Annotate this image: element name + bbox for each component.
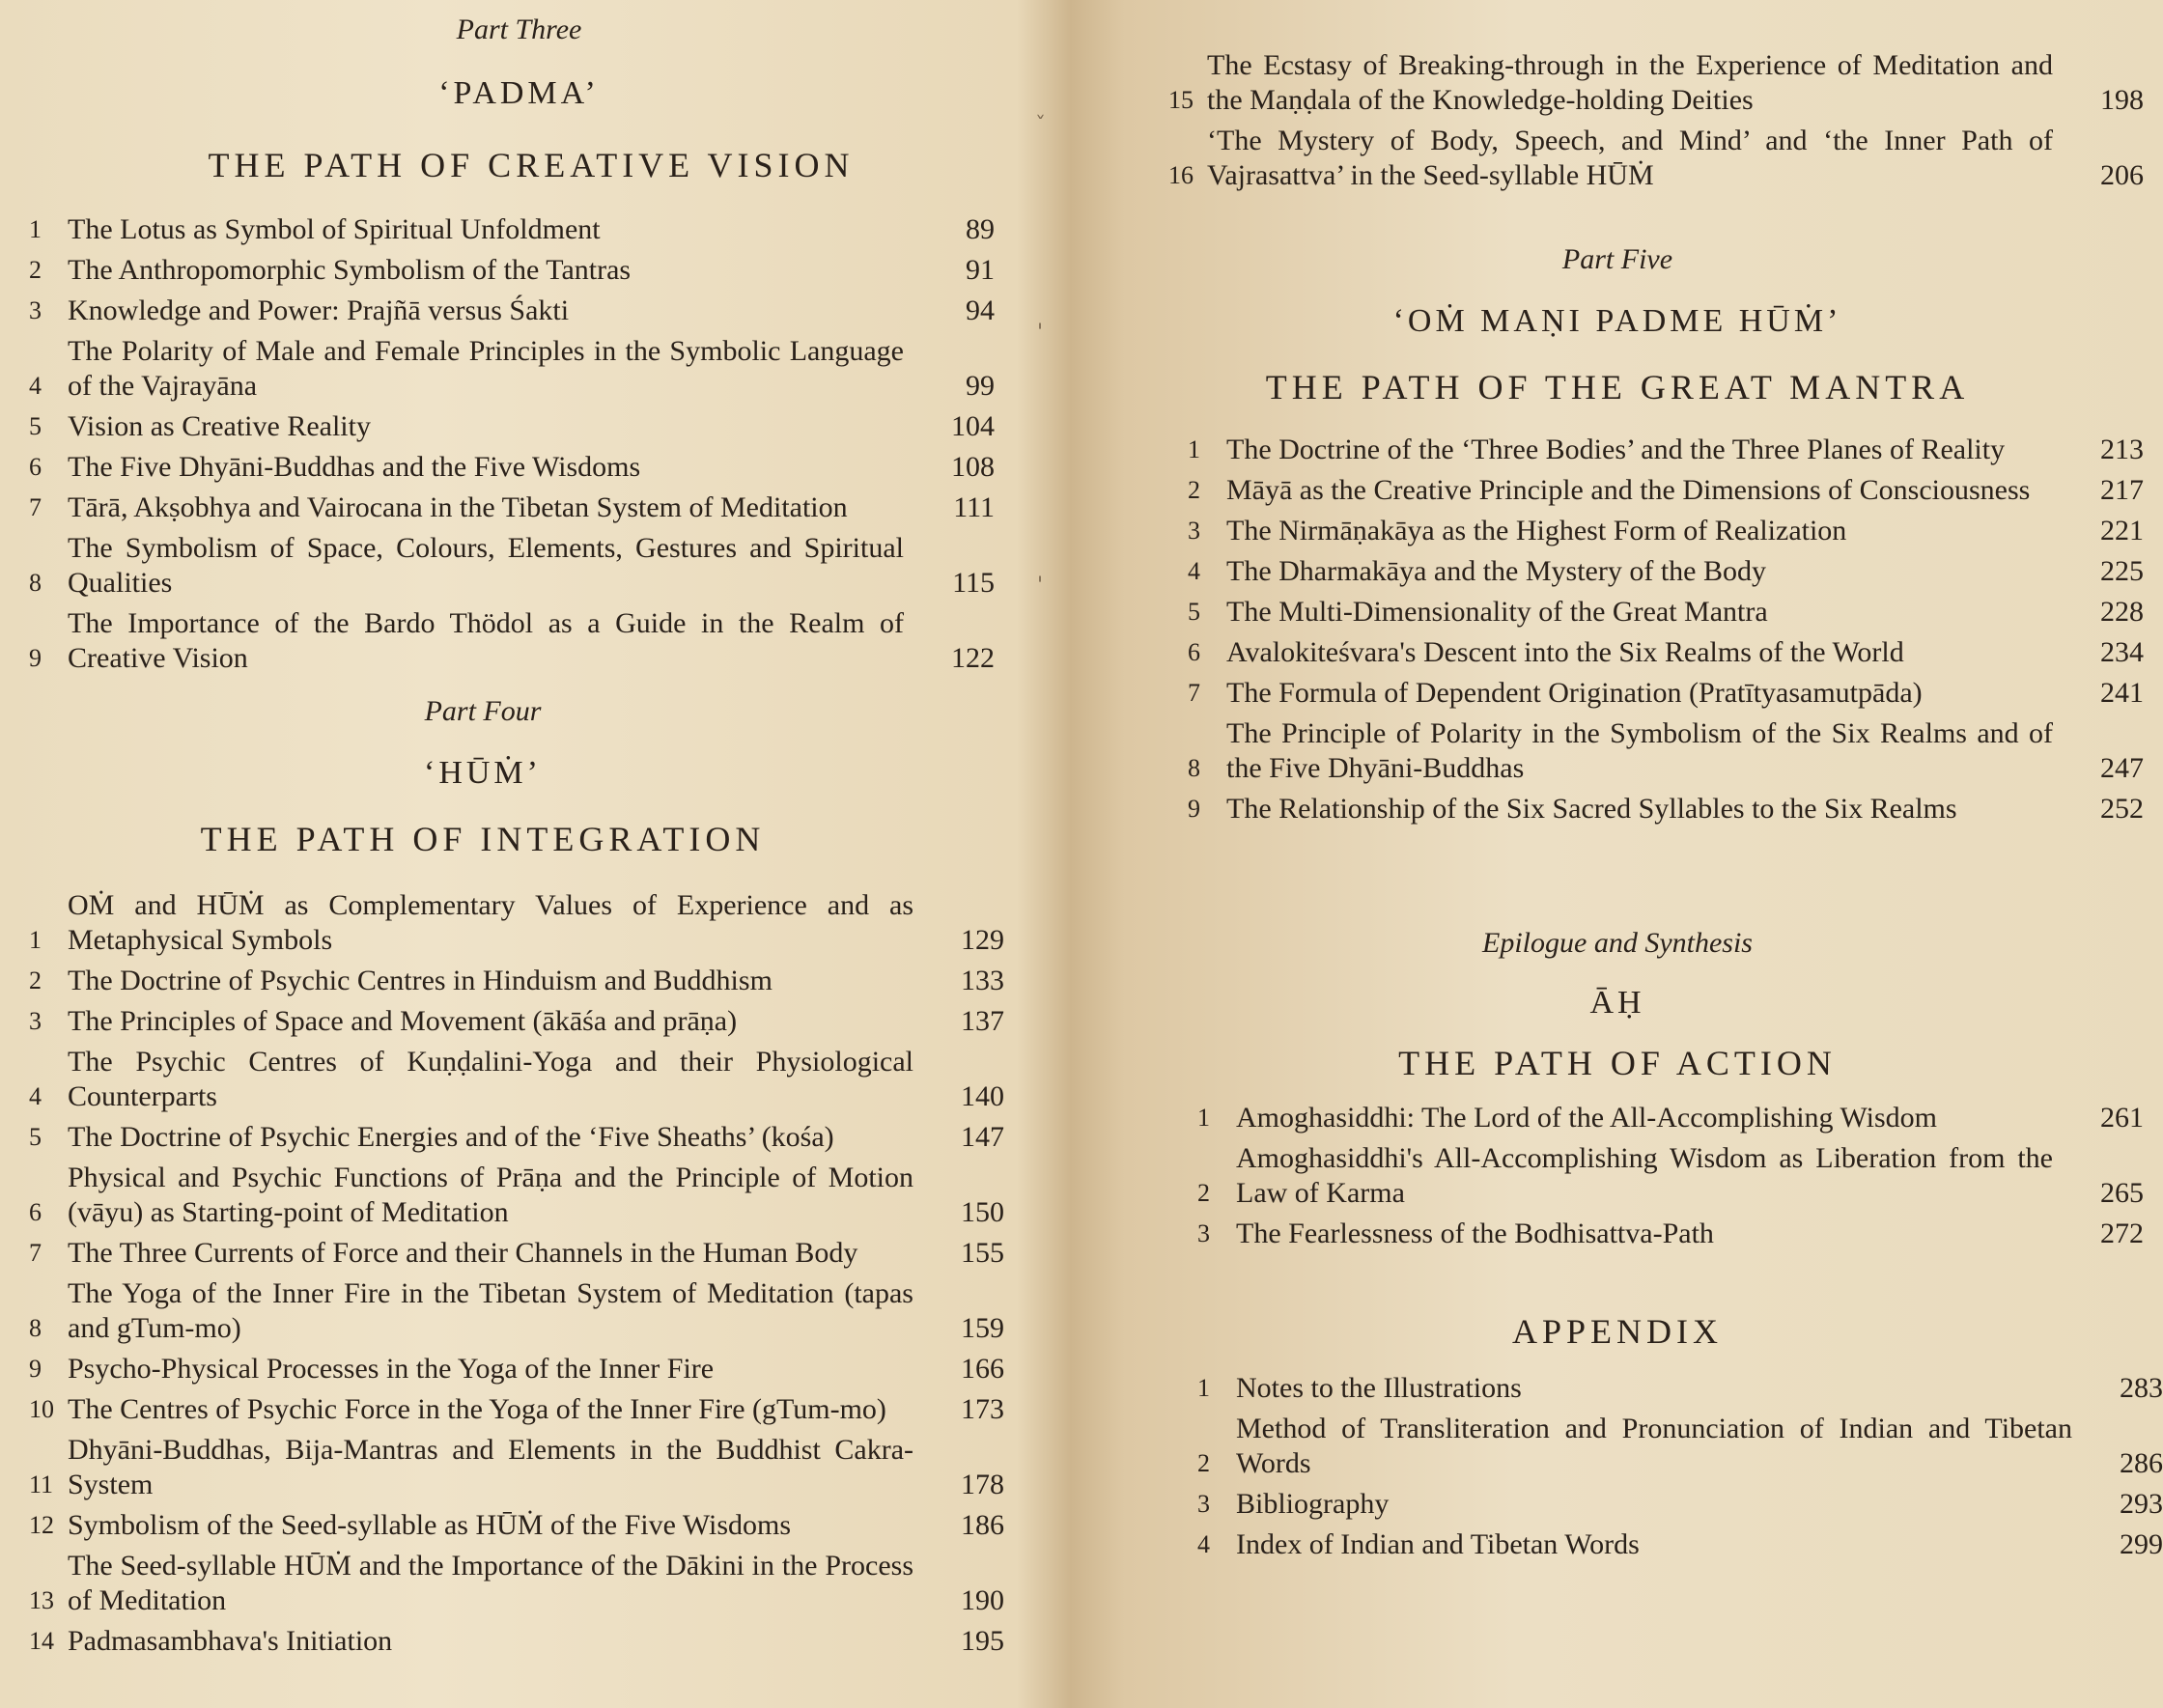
- entry-number: 7: [29, 1239, 42, 1267]
- entry-page: 129: [961, 924, 1004, 956]
- entry-page: 111: [953, 491, 995, 523]
- entry-title: The Centres of Psychic Force in the Yoga of the Inner Fire (gTum-mo): [68, 1393, 886, 1425]
- toc-entry[interactable]: [1188, 595, 2144, 630]
- toc-entry[interactable]: [29, 531, 995, 601]
- entry-page: 247: [2100, 752, 2144, 784]
- toc-entry[interactable]: [29, 1004, 1004, 1039]
- entry-number: 14: [29, 1627, 54, 1655]
- entry-title: Dhyāni-Buddhas, Bija-Mantras and Elements in the Buddhist Cakra-System: [68, 1434, 913, 1500]
- entry-title: Method of Transliteration and Pronunciation of Indian and Tibetan Words: [1236, 1413, 2072, 1479]
- toc-list: [29, 212, 995, 682]
- toc-entry[interactable]: [29, 606, 995, 676]
- entry-number: 8: [29, 569, 42, 597]
- part-four-name: ‘HŪṀ’: [424, 755, 542, 791]
- entry-number: 3: [1197, 1490, 1210, 1518]
- entry-number: 2: [1197, 1179, 1210, 1207]
- entry-title: Vision as Creative Reality: [68, 410, 371, 442]
- entry-title: The Formula of Dependent Origination (Pratītyasamutpāda): [1226, 677, 1923, 709]
- entry-page: 122: [951, 642, 995, 674]
- entry-page: 186: [961, 1509, 1004, 1541]
- toc-entry[interactable]: [1188, 473, 2144, 508]
- entry-number: 2: [1188, 476, 1200, 504]
- entry-page: 94: [966, 294, 995, 326]
- entry-number: 12: [29, 1511, 54, 1539]
- entry-title: The Anthropomorphic Symbolism of the Tantras: [68, 254, 632, 286]
- toc-entry[interactable]: [1197, 1101, 2144, 1135]
- toc-entry[interactable]: [1168, 124, 2144, 193]
- entry-title: The Three Currents of Force and their Channels in the Human Body: [68, 1237, 858, 1269]
- entry-number: 10: [29, 1395, 54, 1423]
- entry-title: Symbolism of the Seed-syllable as HŪṀ of the Five Wisdoms: [68, 1509, 792, 1541]
- entry-page: 115: [952, 567, 995, 599]
- entry-number: 6: [1188, 638, 1200, 666]
- entry-title: The Five Dhyāni-Buddhas and the Five Wisdoms: [68, 451, 641, 483]
- toc-entry[interactable]: [29, 1433, 1004, 1502]
- entry-title: The Importance of the Bardo Thödol as a Guide in the Realm of Creative Vision: [68, 607, 904, 674]
- entry-page: 261: [2100, 1102, 2144, 1134]
- entry-page: 206: [2100, 159, 2144, 191]
- right-page: [1072, 0, 2163, 1708]
- entry-number: 3: [1188, 517, 1200, 545]
- entry-number: 8: [1188, 754, 1200, 782]
- entry-title: The Lotus as Symbol of Spiritual Unfoldment: [68, 213, 601, 245]
- toc-entry[interactable]: [1197, 1412, 2163, 1481]
- entry-number: 15: [1168, 86, 1194, 114]
- toc-entry[interactable]: [29, 1120, 1004, 1155]
- entry-number: 5: [1188, 598, 1200, 626]
- entry-number: 1: [1197, 1104, 1210, 1132]
- toc-entry[interactable]: [29, 450, 995, 485]
- entry-page: 293: [2120, 1488, 2163, 1520]
- toc-entry[interactable]: [29, 409, 995, 444]
- gutter-mark: ': [1037, 321, 1044, 345]
- toc-entry[interactable]: [29, 1276, 1004, 1346]
- entry-page: 178: [961, 1469, 1004, 1500]
- entry-page: 217: [2100, 474, 2144, 506]
- entry-page: 272: [2100, 1218, 2144, 1249]
- entry-number: 7: [29, 493, 42, 521]
- entry-title: The Principle of Polarity in the Symbolism of the Six Realms and of the Five Dhyāni-Buddhas: [1226, 717, 2053, 784]
- entry-page: 190: [961, 1584, 1004, 1616]
- entry-title: The Relationship of the Six Sacred Syllables to the Six Realms: [1226, 793, 1957, 825]
- entry-page: 133: [961, 965, 1004, 996]
- entry-title: Tārā, Akṣobhya and Vairocana in the Tibetan System of Meditation: [68, 491, 848, 523]
- toc-entry[interactable]: [1197, 1527, 2163, 1562]
- toc-list: [1197, 1371, 2163, 1568]
- toc-entry[interactable]: [29, 334, 995, 404]
- part-four-label: Part Four: [424, 695, 542, 727]
- toc-entry[interactable]: [29, 490, 995, 525]
- entry-page: 213: [2100, 434, 2144, 465]
- part-three-label: Part Three: [456, 14, 582, 45]
- entry-number: 2: [29, 256, 42, 284]
- toc-entry[interactable]: [1188, 554, 2144, 589]
- entry-page: 234: [2100, 636, 2144, 668]
- entry-page: 89: [966, 213, 995, 245]
- toc-entry[interactable]: [29, 1045, 1004, 1114]
- entry-title: The Fearlessness of the Bodhisattva-Path: [1236, 1218, 1714, 1249]
- toc-entry[interactable]: [1188, 514, 2144, 548]
- entry-number: 11: [29, 1470, 54, 1498]
- toc-list: [1197, 1101, 2144, 1257]
- entry-title: The Ecstasy of Breaking-through in the Experience of Meditation and the Maṇḍala of the Knowledge-holding Deities: [1207, 49, 2053, 116]
- toc-entry[interactable]: [29, 964, 1004, 998]
- toc-entry[interactable]: [1188, 792, 2144, 826]
- entry-number: 16: [1168, 161, 1194, 189]
- entry-number: 4: [1188, 557, 1200, 585]
- entry-title: The Symbolism of Space, Colours, Elements, Gestures and Spiritual Qualities: [68, 532, 904, 599]
- entry-number: 1: [29, 215, 42, 243]
- entry-page: 265: [2100, 1177, 2144, 1209]
- entry-page: 137: [961, 1005, 1004, 1037]
- entry-page: 221: [2100, 515, 2144, 546]
- entry-title: Index of Indian and Tibetan Words: [1236, 1528, 1640, 1560]
- part-five-label: Part Five: [1561, 243, 1673, 275]
- entry-title: The Dharmakāya and the Mystery of the Body: [1226, 555, 1766, 587]
- toc-entry[interactable]: [29, 1352, 1004, 1386]
- entry-page: 283: [2120, 1372, 2163, 1404]
- toc-entry[interactable]: [1197, 1371, 2163, 1406]
- entry-number: 2: [1197, 1449, 1210, 1477]
- entry-number: 8: [29, 1314, 42, 1342]
- entry-page: 140: [961, 1080, 1004, 1112]
- epilogue-label: Epilogue and Synthesis: [1482, 927, 1753, 959]
- entry-number: 1: [1188, 435, 1200, 463]
- toc-entry[interactable]: [1197, 1487, 2163, 1522]
- toc-entry[interactable]: [29, 1624, 1004, 1659]
- entry-number: 9: [1188, 795, 1200, 823]
- entry-title: The Doctrine of Psychic Energies and of the ‘Five Sheaths’ (kośa): [68, 1121, 834, 1153]
- entry-number: 9: [29, 644, 42, 672]
- entry-number: 7: [1188, 679, 1200, 707]
- entry-page: 159: [961, 1312, 1004, 1344]
- toc-entry[interactable]: [29, 253, 995, 288]
- epilogue-path: THE PATH OF ACTION: [1398, 1044, 1837, 1082]
- toc-entry[interactable]: [1197, 1217, 2144, 1251]
- entry-page: 299: [2120, 1528, 2163, 1560]
- part-five-path: THE PATH OF THE GREAT MANTRA: [1265, 368, 1970, 406]
- toc-entry[interactable]: [1197, 1141, 2144, 1211]
- entry-page: 147: [961, 1121, 1004, 1153]
- toc-entry[interactable]: [29, 212, 995, 247]
- entry-number: 6: [29, 1198, 42, 1226]
- entry-title: Padmasambhava's Initiation: [68, 1625, 393, 1657]
- entry-title: Knowledge and Power: Prajñā versus Śakti: [68, 294, 570, 326]
- entry-title: Amoghasiddhi: The Lord of the All-Accomplishing Wisdom: [1236, 1102, 1937, 1134]
- entry-title: The Polarity of Male and Female Principles in the Symbolic Language of the Vajrayāna: [68, 335, 904, 402]
- entry-page: 108: [951, 451, 995, 483]
- toc-entry[interactable]: [1188, 676, 2144, 711]
- toc-entry[interactable]: [29, 1392, 1004, 1427]
- toc-entry[interactable]: [29, 1549, 1004, 1618]
- entry-page: 173: [961, 1393, 1004, 1425]
- left-page: [0, 0, 1038, 1708]
- entry-number: 1: [29, 926, 42, 954]
- appendix-heading: APPENDIX: [1511, 1312, 1723, 1351]
- toc-entry[interactable]: [1188, 433, 2144, 467]
- entry-number: 4: [1197, 1530, 1210, 1558]
- part-four-path: THE PATH OF INTEGRATION: [200, 820, 766, 858]
- toc-list: [1188, 433, 2144, 832]
- toc-entry[interactable]: [29, 1161, 1004, 1230]
- entry-title: Amoghasiddhi's All-Accomplishing Wisdom as Liberation from the Law of Karma: [1236, 1142, 2053, 1209]
- entry-number: 5: [29, 412, 42, 440]
- entry-page: 198: [2100, 84, 2144, 116]
- gutter-mark: ': [1037, 574, 1044, 598]
- entry-page: 241: [2100, 677, 2144, 709]
- entry-page: 150: [961, 1196, 1004, 1228]
- entry-title: The Principles of Space and Movement (ākāśa and prāṇa): [68, 1005, 738, 1037]
- entry-title: The Doctrine of Psychic Centres in Hinduism and Buddhism: [68, 965, 772, 996]
- entry-title: The Nirmāṇakāya as the Highest Form of Realization: [1226, 515, 1847, 546]
- entry-number: 6: [29, 453, 42, 481]
- entry-page: 225: [2100, 555, 2144, 587]
- entry-title: Māyā as the Creative Principle and the Dimensions of Consciousness: [1226, 474, 2031, 506]
- entry-title: Psycho-Physical Processes in the Yoga of the Inner Fire: [68, 1353, 715, 1385]
- entry-number: 3: [29, 296, 42, 324]
- entry-number: 3: [1197, 1219, 1210, 1247]
- entry-page: 286: [2120, 1447, 2163, 1479]
- entry-number: 5: [29, 1123, 42, 1151]
- toc-entry[interactable]: [29, 1508, 1004, 1543]
- toc-list: [1168, 48, 2144, 199]
- toc-entry[interactable]: [1188, 716, 2144, 786]
- entry-number: 2: [29, 966, 42, 994]
- toc-list: [29, 888, 1004, 1665]
- toc-entry[interactable]: [29, 888, 1004, 958]
- entry-page: 195: [961, 1625, 1004, 1657]
- entry-title: Physical and Psychic Functions of Prāṇa and the Principle of Motion (vāyu) as Starting-point of Meditation: [68, 1162, 913, 1228]
- entry-number: 9: [29, 1355, 42, 1383]
- entry-title: ‘The Mystery of Body, Speech, and Mind’ and ‘the Inner Path of Vajrasattva’ in the Seed-syllable HŪṀ: [1207, 125, 2053, 191]
- part-three-name: ‘PADMA’: [438, 75, 600, 111]
- entry-title: Notes to the Illustrations: [1236, 1372, 1522, 1404]
- entry-title: The Seed-syllable HŪṀ and the Importance of the Dākini in the Process of Meditation: [68, 1550, 913, 1616]
- entry-number: 4: [29, 372, 42, 400]
- entry-page: 155: [961, 1237, 1004, 1269]
- entry-page: 99: [966, 370, 995, 402]
- entry-title: Avalokiteśvara's Descent into the Six Realms of the World: [1226, 636, 1904, 668]
- toc-entry[interactable]: [1188, 635, 2144, 670]
- entry-number: 1: [1197, 1374, 1210, 1402]
- entry-title: The Psychic Centres of Kuṇḍalini-Yoga and their Physiological Counterparts: [68, 1046, 913, 1112]
- part-three-path: THE PATH OF CREATIVE VISION: [208, 146, 855, 184]
- entry-title: Bibliography: [1236, 1488, 1390, 1520]
- entry-number: 3: [29, 1007, 42, 1035]
- entry-page: 252: [2100, 793, 2144, 825]
- entry-page: 166: [961, 1353, 1004, 1385]
- entry-page: 91: [966, 254, 995, 286]
- entry-title: The Yoga of the Inner Fire in the Tibetan System of Meditation (tapas and gTum-mo): [68, 1277, 913, 1344]
- entry-page: 228: [2100, 596, 2144, 628]
- part-five-name: ‘OṀ MAṆI PADME HŪṀ’: [1392, 303, 1842, 339]
- entry-title: The Multi-Dimensionality of the Great Mantra: [1226, 596, 1768, 628]
- toc-entry[interactable]: [29, 1236, 1004, 1271]
- toc-entry[interactable]: [29, 294, 995, 328]
- entry-page: 104: [951, 410, 995, 442]
- entry-number: 4: [29, 1082, 42, 1110]
- entry-number: 13: [29, 1586, 54, 1614]
- toc-entry[interactable]: [1168, 48, 2144, 118]
- entry-title: OṀ and HŪṀ as Complementary Values of Experience and as Metaphysical Symbols: [68, 889, 913, 956]
- entry-title: The Doctrine of the ‘Three Bodies’ and the Three Planes of Reality: [1226, 434, 2006, 465]
- epilogue-name: ĀḤ: [1589, 985, 1645, 1021]
- gutter-mark: ˇ: [1035, 114, 1046, 138]
